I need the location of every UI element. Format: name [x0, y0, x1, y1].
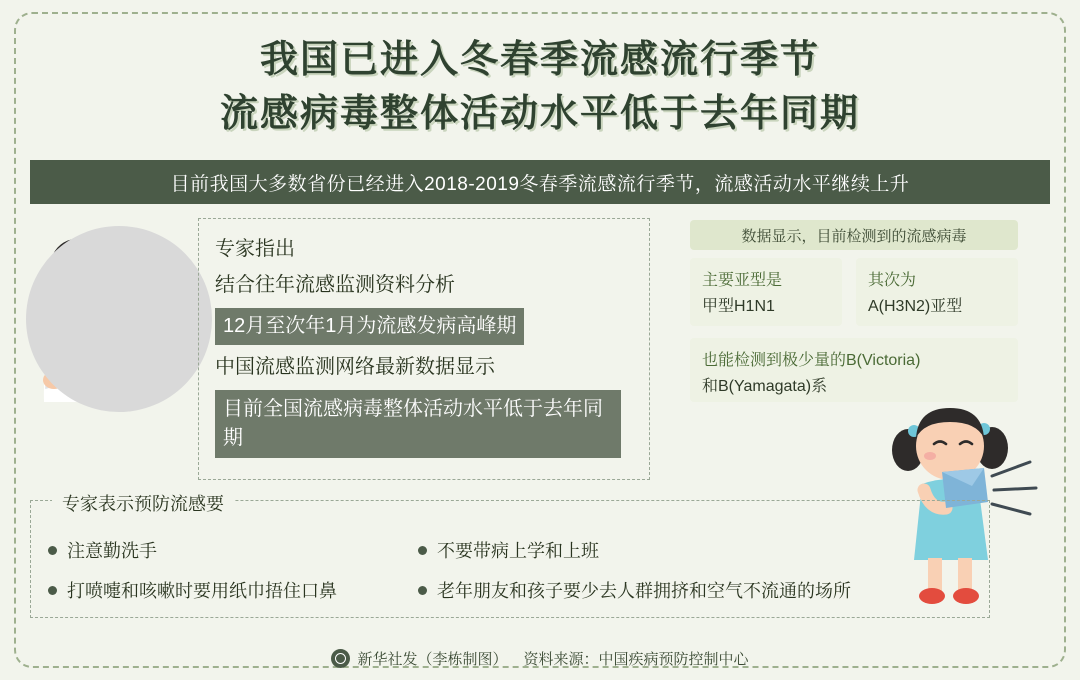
prevention-list — [30, 530, 990, 610]
prevention-item — [400, 577, 990, 603]
prevention-item-label: 老年朋友和孩子要少去人群拥挤和空气不流通的场所 — [437, 581, 851, 601]
title-line-1: 我国已进入冬春季流感流行季节 — [259, 39, 820, 81]
bullet-icon — [48, 586, 57, 595]
expert-highlight-2: 目前全国流感病毒整体活动水平低于去年同期 — [215, 390, 621, 458]
page-title — [0, 34, 1080, 142]
prevention-item — [30, 577, 400, 603]
prevention-item — [400, 537, 990, 563]
expert-line-2: 结合往年流感监测资料分析 — [215, 274, 455, 296]
xinhua-logo-icon — [331, 649, 350, 668]
virus-card-secondary-label: 其次为 — [868, 272, 917, 289]
prevention-item-label: 注意勤洗手 — [67, 541, 157, 561]
prevention-item-label: 打喷嚏和咳嗽时要用纸巾捂住口鼻 — [67, 581, 337, 601]
expert-line-3: 中国流感监测网络最新数据显示 — [215, 356, 495, 378]
virus-card-main-subtype — [690, 258, 842, 326]
bullet-icon — [418, 546, 427, 555]
bullet-icon — [418, 586, 427, 595]
expert-line-1: 专家指出 — [215, 238, 295, 260]
title-line-2: 流感病毒整体活动水平低于去年同期 — [219, 92, 860, 135]
prevention-item — [30, 537, 400, 563]
footer — [0, 648, 1080, 669]
virus-card-main-label: 主要亚型是 — [702, 272, 783, 289]
virus-card-minor-label: 也能检测到极少量的B(Victoria) — [702, 352, 921, 369]
expert-highlight-1: 12月至次年1月为流感发病高峰期 — [215, 308, 524, 345]
bullet-icon — [48, 546, 57, 555]
subtitle-bar: 目前我国大多数省份已经进入2018-2019冬春季流感流行季节，流感活动水平继续上升 — [30, 160, 1050, 204]
expert-panel — [198, 218, 650, 480]
prevention-item-label: 不要带病上学和上班 — [437, 541, 599, 561]
virus-card-secondary-subtype — [856, 258, 1018, 326]
footer-credit: 新华社发（李栋制图） — [357, 651, 508, 668]
virus-card-secondary-value: A(H3N2)亚型 — [868, 297, 963, 315]
virus-card-minor-value: 和B(Yamagata)系 — [702, 377, 828, 395]
doctor-illustration — [8, 218, 218, 468]
footer-source: 资料来源：中国疾病预防控制中心 — [523, 651, 749, 668]
prevention-title: 专家表示预防流感要 — [52, 490, 234, 516]
virus-data-header: 数据显示，目前检测到的流感病毒 — [690, 220, 1018, 250]
virus-card-minor-subtypes — [690, 338, 1018, 402]
virus-card-main-value: 甲型H1N1 — [702, 297, 775, 315]
doctor-circle-backdrop — [26, 226, 212, 412]
